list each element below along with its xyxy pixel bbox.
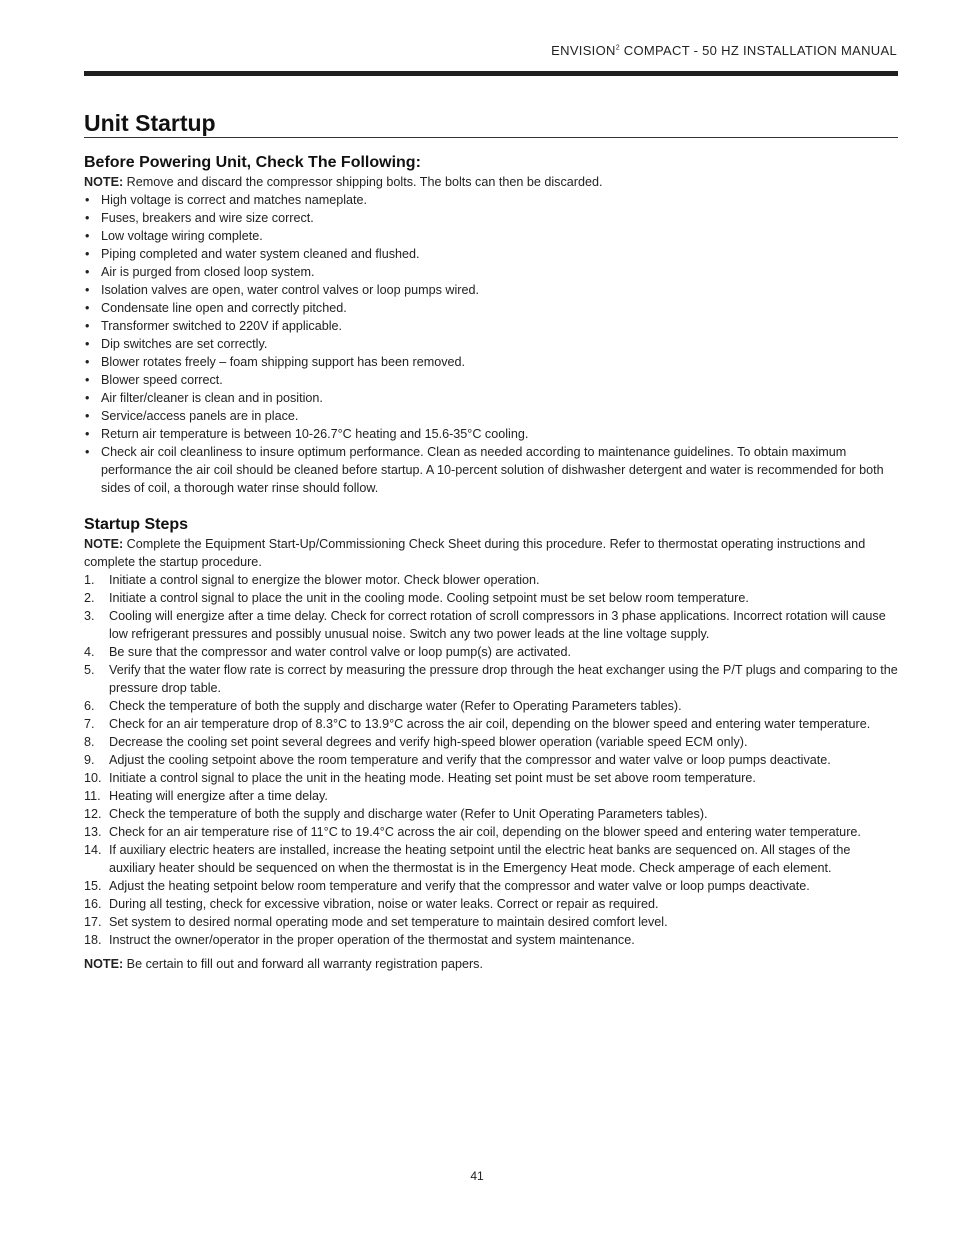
before-powering-section: [84, 153, 898, 497]
startup-steps-heading: Startup Steps: [84, 516, 189, 533]
step-text: During all testing, check for excessive vibration, noise or water leaks. Correct or repair as required.: [109, 897, 659, 911]
note-text: Be certain to fill out and forward all warranty registration papers.: [123, 957, 483, 971]
header-rule: [84, 71, 898, 76]
startup-step: [84, 715, 898, 733]
step-text: Initiate a control signal to place the unit in the heating mode. Heating set point must be set above room temperature.: [109, 771, 756, 785]
page-content: [84, 109, 898, 973]
checklist-item: • Return air temperature is between 10-26.7°C heating and 15.6-35°C cooling.: [84, 425, 898, 443]
step-text: If auxiliary electric heaters are installed, increase the heating setpoint until the electric heat banks are sequenced on. All stages of the auxiliary heater should be sequenced on when the thermostat is in the Emergency Heat mode. Check amperage of each element.: [109, 843, 851, 875]
step-text: Initiate a control signal to energize the blower motor. Check blower operation.: [109, 573, 540, 587]
startup-step: [84, 877, 898, 895]
step-number: 2.: [84, 591, 95, 605]
startup-step: [84, 769, 898, 787]
step-text: Adjust the heating setpoint below room temperature and verify that the compressor and water valve or loop pumps deactivate.: [109, 879, 810, 893]
note-text: Complete the Equipment Start-Up/Commissioning Check Sheet during this procedure. Refer to thermostat operating instructions and complete the startup procedure.: [84, 537, 866, 569]
startup-step: [84, 733, 898, 751]
page-number: 41: [470, 1169, 484, 1183]
checklist-item: • Piping completed and water system cleaned and flushed.: [84, 245, 898, 263]
step-text: Adjust the cooling setpoint above the room temperature and verify that the compressor and water valve or loop pumps deactivate.: [109, 753, 831, 767]
step-text: Set system to desired normal operating mode and set temperature to maintain desired comfort level.: [109, 915, 668, 929]
note-text: Remove and discard the compressor shipping bolts. The bolts can then be discarded.: [123, 175, 603, 189]
before-powering-note: [84, 173, 898, 191]
step-number: 16.: [84, 897, 102, 911]
checklist-item: • High voltage is correct and matches nameplate.: [84, 191, 898, 209]
checklist-item: • Fuses, breakers and wire size correct.: [84, 209, 898, 227]
checklist-item: • Transformer switched to 220V if applicable.: [84, 317, 898, 335]
startup-step: [84, 895, 898, 913]
step-text: Be sure that the compressor and water control valve or loop pump(s) are activated.: [109, 645, 571, 659]
startup-step: [84, 841, 898, 877]
startup-step: [84, 571, 898, 589]
step-number: 4.: [84, 645, 95, 659]
startup-step: [84, 787, 898, 805]
step-text: Initiate a control signal to place the unit in the cooling mode. Cooling setpoint must be set below room temperature.: [109, 591, 749, 605]
step-text: Check for an air temperature drop of 8.3°C to 13.9°C across the air coil, depending on the blower speed and entering water temperature.: [109, 717, 871, 731]
startup-steps-note: [84, 535, 898, 571]
checklist-item: • Blower rotates freely – foam shipping support has been removed.: [84, 353, 898, 371]
step-number: 11.: [84, 789, 101, 803]
step-number: 10.: [84, 771, 102, 785]
checklist-item: • Condensate line open and correctly pitched.: [84, 299, 898, 317]
checklist-item: • Dip switches are set correctly.: [84, 335, 898, 353]
step-number: 14.: [84, 843, 102, 857]
note-label: NOTE:: [84, 537, 124, 551]
pre-power-checklist: [84, 191, 898, 497]
startup-step: [84, 931, 898, 949]
startup-step: [84, 661, 898, 697]
startup-step: [84, 643, 898, 661]
step-number: 8.: [84, 735, 95, 749]
checklist-item: • Check air coil cleanliness to insure optimum performance. Clean as needed according to maintenance guidelines. To obtain maximum performance the air coil should be cleaned before startup. A 10-percent solution of dishwasher detergent and water is recommended for both sides of coil, a thorough water rinse should follow.: [84, 443, 898, 497]
checklist-item: • Service/access panels are in place.: [84, 407, 898, 425]
step-text: Check the temperature of both the supply and discharge water (Refer to Unit Operating Parameters tables).: [109, 807, 708, 821]
step-number: 12.: [84, 807, 102, 821]
checklist-item: • Air filter/cleaner is clean and in position.: [84, 389, 898, 407]
note-label: NOTE:: [84, 957, 124, 971]
step-number: 17.: [84, 915, 102, 929]
startup-steps-list: [84, 571, 898, 949]
checklist-item: • Air is purged from closed loop system.: [84, 263, 898, 281]
startup-step: [84, 589, 898, 607]
step-number: 5.: [84, 663, 95, 677]
step-text: Cooling will energize after a time delay. Check for correct rotation of scroll compressors in 3 phase applications. Incorrect rotation will cause low refrigerant pressures and possibly unusual noise. Switch any two power leads at the line voltage supply.: [109, 609, 886, 641]
startup-step: [84, 805, 898, 823]
page-title: Unit Startup: [84, 109, 898, 138]
startup-step: [84, 751, 898, 769]
header-superscript: 2: [615, 44, 620, 52]
step-number: 3.: [84, 609, 95, 623]
header-brand: ENVISION: [551, 43, 616, 58]
startup-step: [84, 913, 898, 931]
startup-steps-section: [84, 515, 898, 973]
step-number: 6.: [84, 699, 95, 713]
checklist-item: • Blower speed correct.: [84, 371, 898, 389]
step-text: Verify that the water flow rate is correct by measuring the pressure drop through the heat exchanger using the P/T plugs and comparing to the pressure drop table.: [109, 663, 898, 695]
step-number: 7.: [84, 717, 95, 731]
step-number: 13.: [84, 825, 102, 839]
startup-step: [84, 607, 898, 643]
header-title-rest: COMPACT - 50 HZ INSTALLATION MANUAL: [619, 43, 897, 58]
manual-header: [551, 43, 897, 58]
step-number: 18.: [84, 933, 102, 947]
step-text: Heating will energize after a time delay.: [109, 789, 328, 803]
step-text: Decrease the cooling set point several degrees and verify high-speed blower operation (variable speed ECM only).: [109, 735, 748, 749]
step-text: Instruct the owner/operator in the proper operation of the thermostat and system maintenance.: [109, 933, 635, 947]
checklist-item: • Low voltage wiring complete.: [84, 227, 898, 245]
step-text: Check the temperature of both the supply and discharge water (Refer to Operating Parameters tables).: [109, 699, 682, 713]
startup-step: [84, 697, 898, 715]
startup-step: [84, 823, 898, 841]
checklist-item: • Isolation valves are open, water control valves or loop pumps wired.: [84, 281, 898, 299]
step-number: 15.: [84, 879, 102, 893]
step-number: 9.: [84, 753, 95, 767]
note-label: NOTE:: [84, 175, 124, 189]
step-number: 1.: [84, 573, 95, 587]
warranty-note: [84, 955, 898, 973]
step-text: Check for an air temperature rise of 11°C to 19.4°C across the air coil, depending on the blower speed and entering water temperature.: [109, 825, 861, 839]
before-powering-heading: Before Powering Unit, Check The Following:: [84, 154, 421, 171]
